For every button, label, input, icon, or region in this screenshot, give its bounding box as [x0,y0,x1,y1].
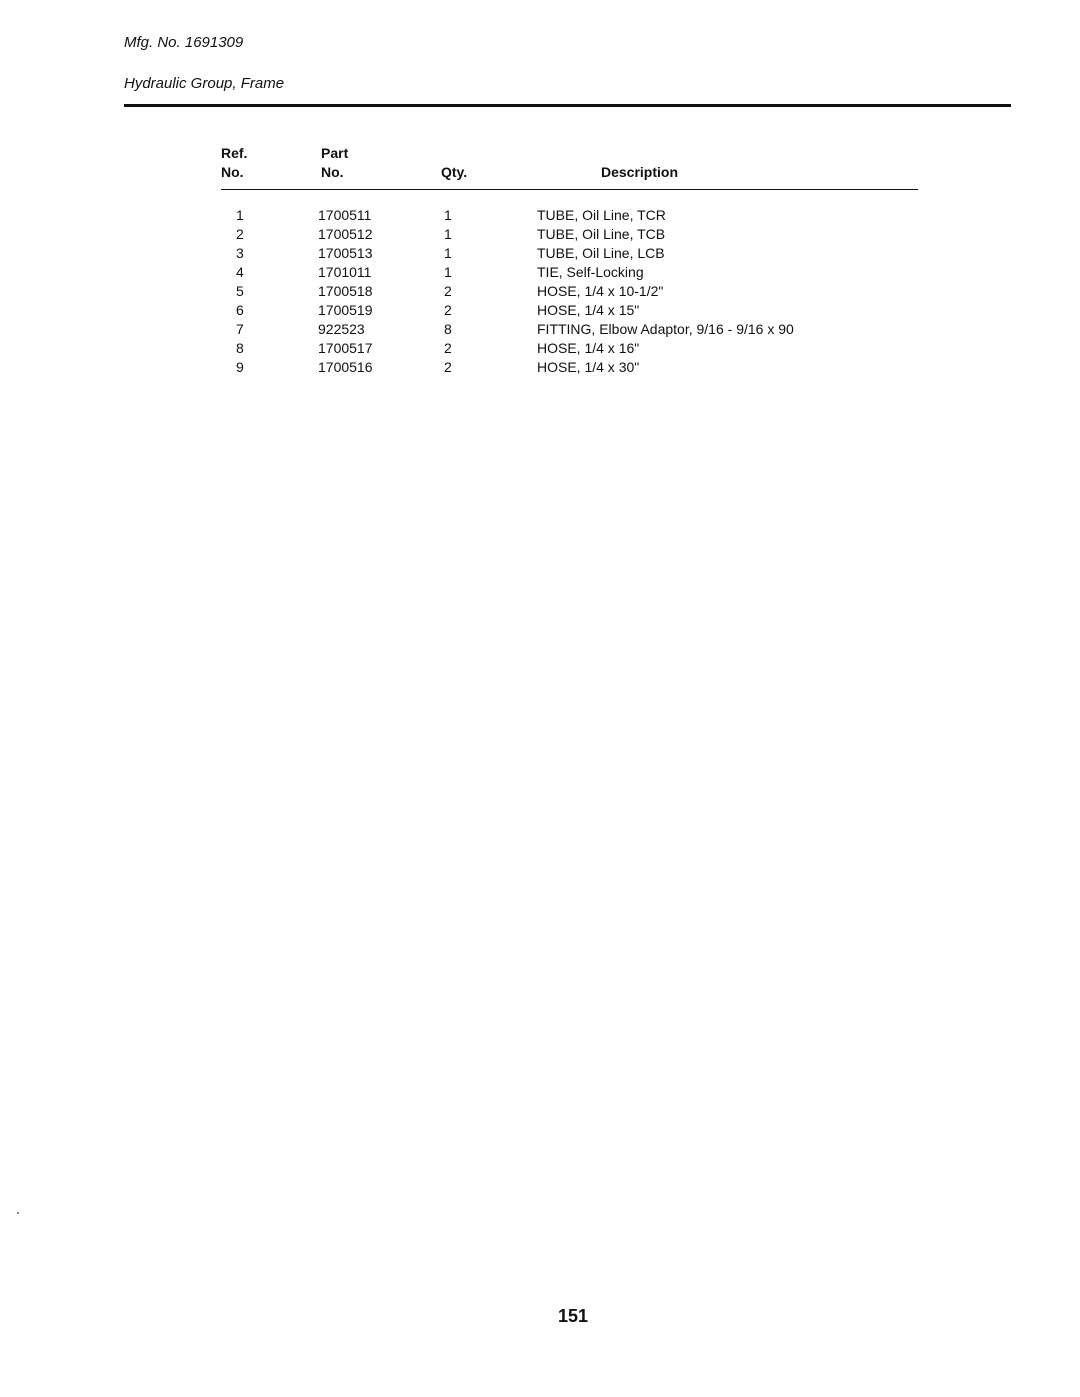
ref-cell: 3 [236,245,244,261]
description-cell: TIE, Self-Locking [537,264,644,280]
ref-cell: 6 [236,302,244,318]
part-cell: 1700517 [318,340,373,356]
part-cell: 1700511 [318,207,372,223]
ref-cell: 4 [236,264,244,280]
column-header-ref [221,144,247,182]
column-header-part-line1: Part [321,145,349,161]
table-row [0,225,1080,244]
description-cell: TUBE, Oil Line, TCR [537,207,666,223]
qty-cell: 2 [444,340,452,356]
page-number: 151 [558,1306,589,1326]
part-cell: 1700518 [318,283,373,299]
ref-cell: 5 [236,283,244,299]
qty-cell: 8 [444,321,452,337]
table-row [0,358,1080,377]
ref-cell: 1 [236,207,244,223]
description-cell: HOSE, 1/4 x 10-1/2" [537,283,664,299]
column-header-part-line2: No. [321,164,344,180]
section-title: Hydraulic Group, Frame [124,75,285,92]
table-row [0,244,1080,263]
scan-speck [17,1212,19,1214]
table-row [0,320,1080,339]
qty-cell: 2 [444,359,452,375]
table-row [0,339,1080,358]
part-cell: 1700512 [318,226,373,242]
qty-cell: 1 [444,245,452,261]
qty-cell: 1 [444,207,452,223]
table-header-rule [221,189,918,190]
ref-cell: 9 [236,359,244,375]
column-header-description: Description [601,164,679,180]
description-cell: TUBE, Oil Line, TCB [537,226,666,242]
description-cell: HOSE, 1/4 x 30" [537,359,640,375]
description-cell: FITTING, Elbow Adaptor, 9/16 - 9/16 x 90 [537,321,794,337]
column-header-part [321,144,348,182]
column-header-ref-line1: Ref. [221,145,248,161]
qty-cell: 2 [444,302,452,318]
description-cell: HOSE, 1/4 x 15" [537,302,640,318]
table-row [0,282,1080,301]
qty-cell: 1 [444,226,452,242]
description-cell: HOSE, 1/4 x 16" [537,340,640,356]
ref-cell: 8 [236,340,244,356]
table-row [0,206,1080,225]
ref-cell: 2 [236,226,244,242]
header-rule [124,104,1011,107]
table-row [0,263,1080,282]
qty-cell: 1 [444,264,452,280]
description-cell: TUBE, Oil Line, LCB [537,245,665,261]
ref-cell: 7 [236,321,244,337]
part-cell: 1700516 [318,359,373,375]
column-header-qty: Qty. [441,164,468,180]
part-cell: 1700519 [318,302,373,318]
column-header-ref-line2: No. [221,164,244,180]
parts-table [0,206,1080,377]
part-cell: 922523 [318,321,365,337]
mfg-number: Mfg. No. 1691309 [124,34,244,51]
qty-cell: 2 [444,283,452,299]
table-row [0,301,1080,320]
part-cell: 1701011 [318,264,372,280]
part-cell: 1700513 [318,245,373,261]
